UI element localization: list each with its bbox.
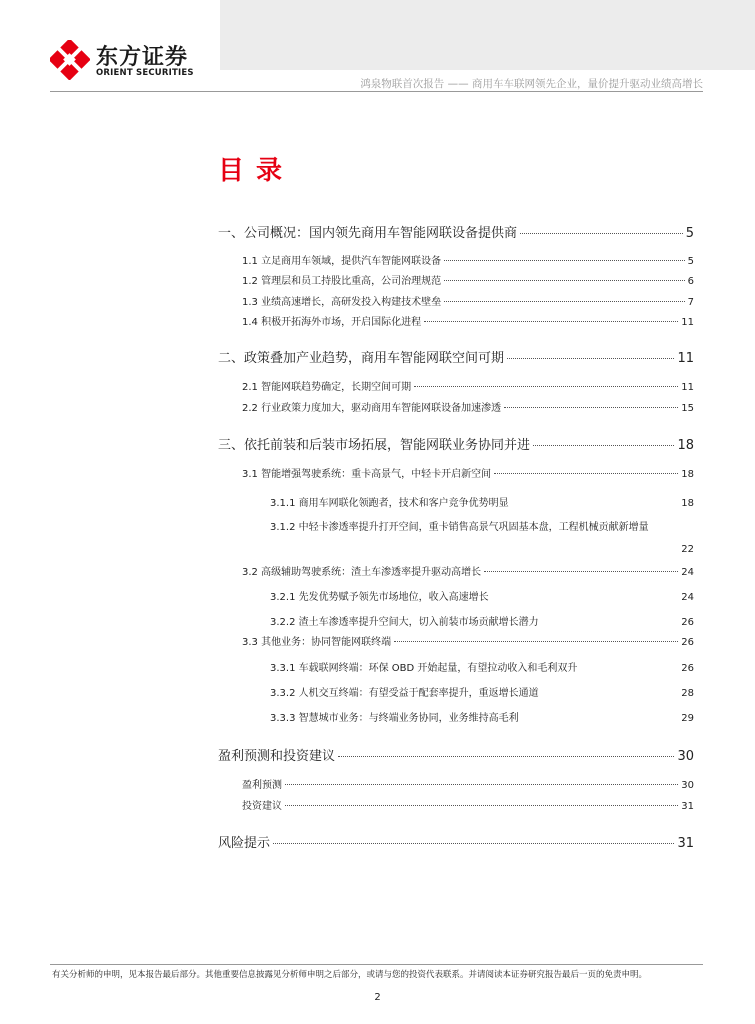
toc-dot-leader (520, 233, 683, 234)
toc-entry-label: 1.4 积极开拓海外市场，开启国际化进程 (242, 317, 422, 328)
toc-entry-page: 24 (681, 567, 694, 578)
toc-entry-page: 7 (687, 297, 694, 308)
toc-entry-label: 3.3 其他业务：协同智能网联终端 (242, 637, 392, 648)
toc-entry[interactable] (242, 378, 694, 393)
toc-dot-leader (444, 260, 685, 261)
toc-entry-page: 30 (677, 749, 694, 764)
toc-entry-label: 1.1 立足商用车领域，提供汽车智能网联设备 (242, 256, 442, 267)
toc-entry-page: 31 (677, 836, 694, 851)
toc-entry-page: 30 (681, 780, 694, 791)
toc-entry[interactable] (242, 313, 694, 328)
toc-entry[interactable] (270, 709, 694, 724)
toc-entry-page: 26 (681, 637, 694, 648)
toc-dot-leader (424, 321, 678, 322)
toc-entry-page: 29 (681, 713, 694, 724)
toc-entry-label: 1.2 管理层和员工持股比重高，公司治理规范 (242, 276, 442, 287)
toc-entry[interactable] (270, 494, 694, 509)
toc-entry-page: 18 (681, 498, 694, 509)
toc-entry-label: 盈利预测和投资建议 (218, 749, 336, 764)
footer-disclaimer: 有关分析师的申明，见本报告最后部分。其他重要信息披露见分析师申明之后部分，或请与您的投资代表联系。并请阅读本证券研究报告最后一页的免责申明。 (52, 970, 648, 980)
toc-entry[interactable] (218, 832, 694, 851)
toc-entry-page: 24 (681, 592, 694, 603)
toc-title: 目录 (218, 156, 295, 186)
toc-entry-label: 3.1 智能增强驾驶系统：重卡高景气，中轻卡开启新空间 (242, 469, 492, 480)
toc-dot-leader (533, 445, 674, 446)
toc-dot-leader (414, 386, 678, 387)
toc-entry-label: 3.1.1 商用车网联化领跑者，技术和客户竞争优势明显 (270, 498, 509, 509)
toc-dot-leader (285, 784, 678, 785)
toc-dot-leader (494, 473, 678, 474)
toc-entry-label: 3.2.1 先发优势赋予领先市场地位，收入高速增长 (270, 592, 489, 603)
toc-entry[interactable] (242, 293, 694, 308)
toc-entry-label: 3.3.2 人机交互终端：有望受益于配套率提升，重返增长通道 (270, 688, 539, 699)
toc-entry-page: 15 (681, 403, 694, 414)
toc-entry-label: 风险提示 (218, 836, 271, 851)
toc-entry[interactable] (218, 222, 694, 241)
toc-entry-page: 18 (681, 469, 694, 480)
toc-dot-leader (504, 407, 678, 408)
toc-entry[interactable] (218, 745, 694, 764)
toc-entry-label: 3.2 高级辅助驾驶系统：渣土车渗透率提升驱动高增长 (242, 567, 482, 578)
toc-entry-label: 3.3.1 车载联网终端：环保 OBD 开始起量，有望拉动收入和毛利双升 (270, 663, 578, 674)
toc-entry[interactable] (270, 684, 694, 699)
toc-entry[interactable] (270, 588, 694, 603)
toc-entry[interactable] (242, 272, 694, 287)
toc-dot-leader (394, 641, 678, 642)
toc-entry-page: 22 (681, 544, 694, 555)
toc-entry[interactable] (242, 776, 694, 791)
toc-entry-label: 2.2 行业政策力度加大，驱动商用车智能网联设备加速渗透 (242, 403, 502, 414)
toc-entry-label: 一、公司概况：国内领先商用车智能网联设备提供商 (218, 226, 518, 241)
toc-entry-page: 5 (685, 226, 694, 241)
toc-entry[interactable] (218, 434, 694, 453)
toc-entry-label: 二、政策叠加产业趋势，商用车智能网联空间可期 (218, 351, 505, 366)
toc-entry-page: 11 (677, 351, 694, 366)
toc-entry[interactable] (242, 252, 694, 267)
toc-entry-label: 盈利预测 (242, 780, 282, 791)
toc-entry-page: 26 (681, 663, 694, 674)
toc-dot-leader (484, 571, 678, 572)
toc-entry[interactable] (242, 399, 694, 414)
toc-dot-leader (285, 805, 678, 806)
toc-entry-page: 11 (681, 382, 694, 393)
toc-entry[interactable] (270, 613, 694, 628)
page-number: 2 (374, 992, 381, 1003)
toc-entry[interactable] (242, 797, 694, 812)
toc-entry-page: 6 (687, 276, 694, 287)
toc-entry-page: 26 (681, 617, 694, 628)
toc-dot-leader (444, 301, 685, 302)
toc-entry-page: 28 (681, 688, 694, 699)
toc-entry-page: 31 (681, 801, 694, 812)
report-header-title: 鸿泉物联首次报告 —— 商用车车联网领先企业，量价提升驱动业绩高增长 (360, 78, 703, 90)
toc-entry[interactable] (270, 518, 694, 533)
toc-entry[interactable] (242, 633, 694, 648)
toc-entry[interactable] (218, 347, 694, 366)
logo-chinese-name: 东方证券 (96, 45, 189, 70)
toc-entry-label: 3.1.2 中轻卡渗透率提升打开空间，重卡销售高景气巩固基本盘，工程机械贡献新增量 (270, 522, 649, 533)
toc-entry-page: 11 (681, 317, 694, 328)
footer-divider (50, 964, 703, 965)
toc-entry-label: 三、依托前装和后装市场拓展，智能网联业务协同并进 (218, 438, 531, 453)
toc-dot-leader (507, 358, 674, 359)
toc-entry-page: 5 (687, 256, 694, 267)
toc-entry-label: 3.2.2 渣土车渗透率提升空间大，切入前装市场贡献增长潜力 (270, 617, 539, 628)
toc-dot-leader (273, 843, 674, 844)
toc-entry[interactable] (270, 544, 694, 555)
toc-entry-page: 18 (677, 438, 694, 453)
toc-dot-leader (444, 280, 685, 281)
toc-entry-label: 1.3 业绩高速增长，高研发投入构建技术壁垒 (242, 297, 442, 308)
toc-dot-leader (338, 756, 674, 757)
toc-entry-label: 2.1 智能网联趋势确定，长期空间可期 (242, 382, 412, 393)
toc-entry-label: 投资建议 (242, 801, 282, 812)
toc-entry[interactable] (270, 659, 694, 674)
toc-entry[interactable] (242, 563, 694, 578)
logo-english-name: ORIENT SECURITIES (96, 68, 194, 78)
toc-entry-label: 3.3.3 智慧城市业务：与终端业务协同，业务维持高毛利 (270, 713, 519, 724)
toc-entry[interactable] (242, 465, 694, 480)
